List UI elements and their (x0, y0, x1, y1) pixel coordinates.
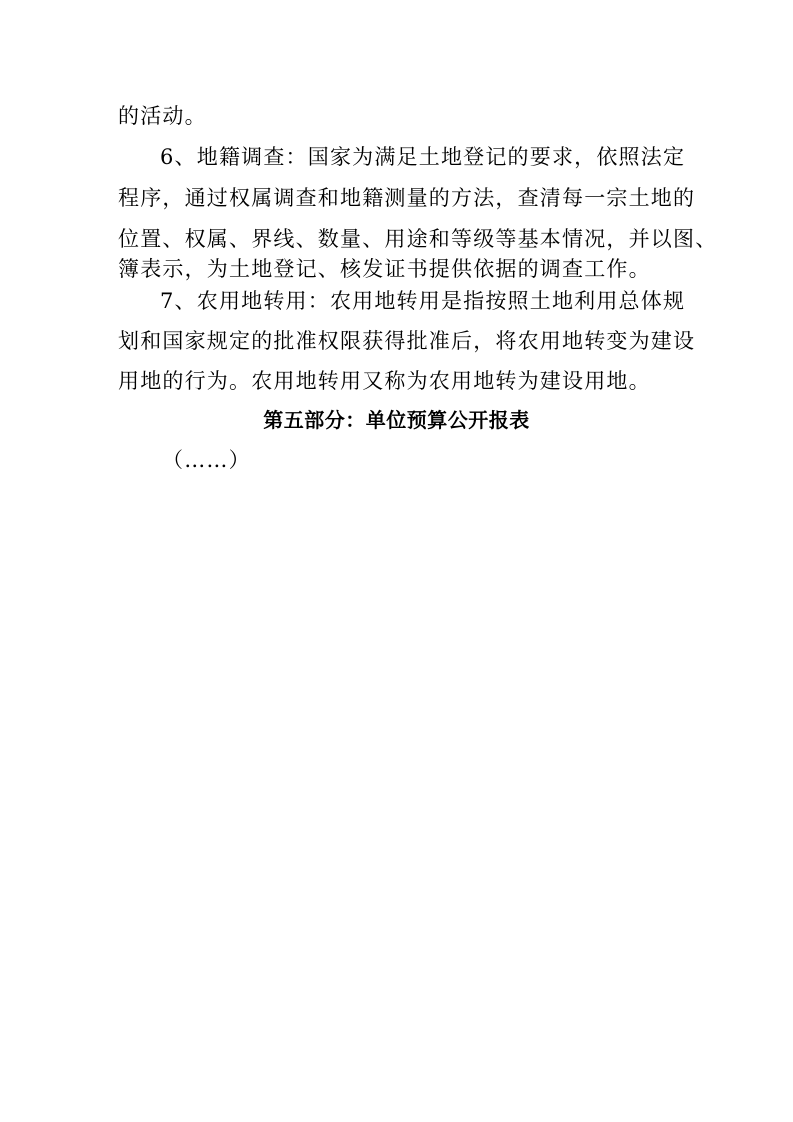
text-line-6: 7、农用地转用：农用地转用是指按照土地利用总体规 (160, 289, 686, 313)
text-line-5: 簿表示，为土地登记、核发证书提供依据的调查工作。 (118, 257, 651, 281)
text-line-4: 位置、权属、界线、数量、用途和等级等基本情况，并以图、 (118, 227, 718, 251)
ellipsis-placeholder: （……） (162, 448, 251, 472)
text-line-2: 6、地籍调查：国家为满足土地登记的要求，依照法定 (160, 145, 686, 169)
section-heading: 第五部分：单位预算公开报表 (263, 408, 530, 432)
text-line-3: 程序，通过权属调查和地籍测量的方法，查清每一宗土地的 (118, 186, 696, 210)
text-line-8: 用地的行为。农用地转用又称为农用地转为建设用地。 (118, 369, 651, 393)
text-line-1: 的活动。 (118, 104, 207, 128)
text-line-7: 划和国家规定的批准权限获得批准后，将农用地转变为建设 (118, 329, 696, 353)
